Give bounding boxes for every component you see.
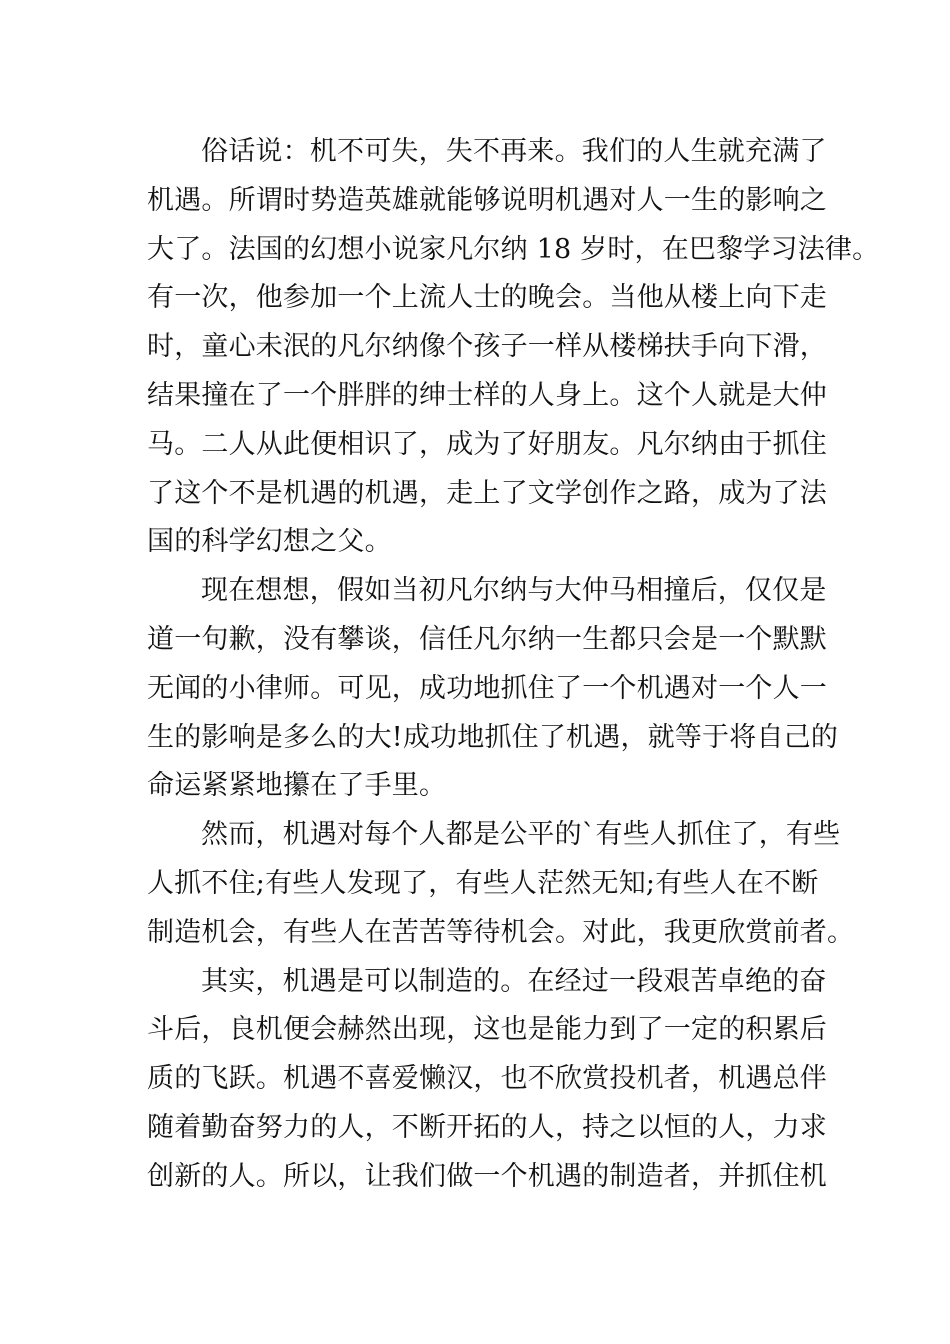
- paragraph-line: 创新的人。所以，让我们做一个机遇的制造者，并抓住机: [147, 1160, 827, 1192]
- paragraph-line: 有一次，他参加一个上流人士的晚会。当他从楼上向下走: [147, 282, 827, 314]
- paragraph-line: 机遇。所谓时势造英雄就能够说明机遇对人一生的影响之: [147, 184, 827, 216]
- article-body: [147, 128, 880, 1202]
- paragraph-line: 斗后，良机便会赫然出现，这也是能力到了一定的积累后: [147, 1014, 827, 1046]
- paragraph-line: 人抓不住;有些人发现了，有些人茫然无知;有些人在不断: [147, 867, 819, 899]
- paragraph-line: 俗话说：机不可失，失不再来。我们的人生就充满了: [201, 136, 827, 167]
- paragraph-line: 质的飞跃。机遇不喜爱懒汉，也不欣赏投机者，机遇总伴: [147, 1063, 827, 1095]
- paragraph-line: 了这个不是机遇的机遇，走上了文学创作之路，成为了法: [147, 477, 827, 509]
- paragraph-line: 随着勤奋努力的人，不断开拓的人，持之以恒的人，力求: [147, 1111, 827, 1143]
- paragraph-4: [147, 958, 827, 1202]
- paragraph-line: 国的科学幻想之父。: [147, 526, 392, 558]
- paragraph-line: 无闻的小律师。可见，成功地抓住了一个机遇对一个人一: [147, 672, 827, 704]
- paragraph-1: [147, 128, 880, 567]
- paragraph-line: 道一句歉，没有攀谈，信任凡尔纳一生都只会是一个默默: [147, 623, 827, 655]
- paragraph-line: 其实，机遇是可以制造的。在经过一段艰苦卓绝的奋: [201, 965, 827, 997]
- paragraph-line: 制造机会，有些人在苦苦等待机会。对此，我更欣赏前者。: [147, 916, 855, 948]
- paragraph-line: 大了。法国的幻想小说家凡尔纳 18 岁时，在巴黎学习法律。: [147, 233, 880, 265]
- paragraph-line: 现在想想，假如当初凡尔纳与大仲马相撞后，仅仅是: [201, 575, 827, 607]
- paragraph-line: 时，童心未泯的凡尔纳像个孩子一样从楼梯扶手向下滑，: [147, 331, 827, 363]
- paragraph-line: 生的影响是多么的大!成功地抓住了机遇，就等于将自己的: [147, 721, 839, 753]
- paragraph-line: 然而，机遇对每个人都是公平的`有些人抓住了，有些: [201, 819, 841, 851]
- paragraph-line: 结果撞在了一个胖胖的绅士样的人身上。这个人就是大仲: [147, 379, 827, 411]
- paragraph-2: [147, 567, 839, 811]
- paragraph-line: 马。二人从此便相识了，成为了好朋友。凡尔纳由于抓住: [147, 428, 827, 460]
- paragraph-line: 命运紧紧地攥在了手里。: [147, 770, 447, 802]
- paragraph-3: [147, 811, 855, 957]
